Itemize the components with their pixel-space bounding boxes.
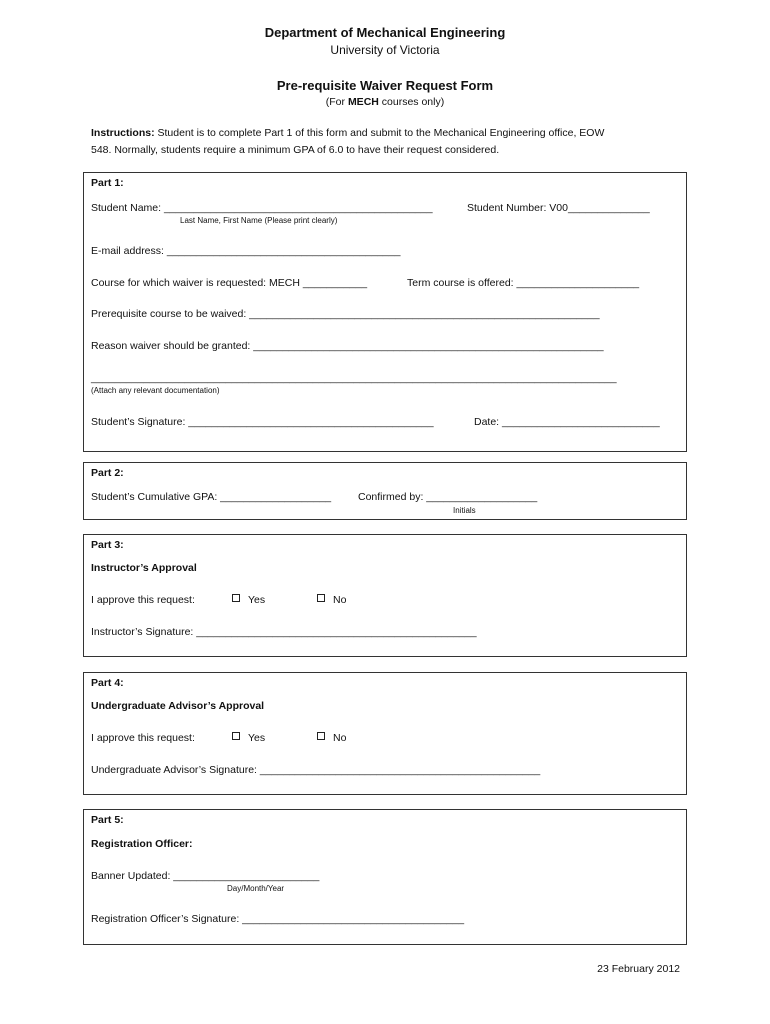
checkbox-icon[interactable]	[317, 594, 325, 602]
instructor-no-label: No	[333, 594, 347, 606]
course-field[interactable]: Course for which waiver is requested: MECH ___________	[91, 277, 368, 289]
initials-hint: Initials	[453, 506, 476, 515]
instructor-yes-option[interactable]	[232, 594, 265, 606]
name-hint: Last Name, First Name (Please print clearly)	[180, 216, 338, 225]
day-month-year-hint: Day/Month/Year	[227, 884, 285, 893]
part2-title: Part 2:	[91, 467, 124, 479]
department-heading: Department of Mechanical Engineering	[264, 25, 506, 40]
form-subtitle	[0, 96, 770, 108]
subtitle-post: courses only)	[378, 96, 445, 108]
part4-subtitle: Undergraduate Advisor’s Approval	[91, 700, 265, 712]
gpa-field[interactable]: Student’s Cumulative GPA: ___________________	[91, 491, 332, 503]
instructor-approve-label: I approve this request:	[91, 594, 195, 606]
form-title: Pre-requisite Waiver Request Form	[276, 78, 494, 93]
university-name: University of Victoria	[330, 43, 440, 57]
date-field[interactable]: Date: ___________________________	[474, 416, 660, 428]
part5-title: Part 5:	[91, 814, 124, 826]
instructor-signature-field[interactable]: Instructor’s Signature: ________________________________________________	[91, 626, 477, 638]
advisor-yes-label: Yes	[248, 732, 266, 744]
advisor-no-option[interactable]	[317, 732, 346, 744]
instructor-no-option[interactable]	[317, 594, 346, 606]
student-signature-field[interactable]: Student’s Signature: __________________________________________	[91, 416, 434, 428]
student-number-field[interactable]: Student Number: V00______________	[467, 202, 650, 214]
footer-date: 23 February 2012	[597, 963, 680, 975]
part5-subtitle: Registration Officer:	[91, 838, 193, 850]
advisor-signature-field[interactable]: Undergraduate Advisor’s Signature: ________________________________________________	[91, 764, 541, 776]
attach-hint: (Attach any relevant documentation)	[91, 386, 220, 395]
email-field[interactable]: E-mail address: ________________________________________	[91, 245, 401, 257]
advisor-no-label: No	[333, 732, 347, 744]
reason-field-line2[interactable]: __________________________________________________________________________________________	[91, 372, 617, 384]
checkbox-icon[interactable]	[232, 594, 240, 602]
checkbox-icon[interactable]	[232, 732, 240, 740]
part4-title: Part 4:	[91, 677, 124, 689]
part3-title: Part 3:	[91, 539, 124, 551]
prereq-field[interactable]: Prerequisite course to be waived: ____________________________________________________________	[91, 308, 600, 320]
subtitle-pre: (For	[325, 96, 348, 108]
instructions-line1: Student is to complete Part 1 of this form and submit to the Mechanical Engineering office, EOW	[157, 127, 605, 139]
part1-title: Part 1:	[91, 177, 124, 189]
student-name-field[interactable]: Student Name: ______________________________________________	[91, 202, 433, 214]
subtitle-bold: MECH	[347, 96, 379, 108]
advisor-yes-option[interactable]	[232, 732, 265, 744]
banner-updated-field[interactable]: Banner Updated: _________________________	[91, 870, 320, 882]
term-field[interactable]: Term course is offered: _____________________	[407, 277, 640, 289]
instructor-yes-label: Yes	[248, 594, 266, 606]
part3-subtitle: Instructor’s Approval	[91, 562, 197, 574]
reason-field[interactable]: Reason waiver should be granted: ____________________________________________________________	[91, 340, 604, 352]
registration-signature-field[interactable]: Registration Officer’s Signature: ______________________________________	[91, 913, 465, 925]
instructions-line2: 548. Normally, students require a minimum GPA of 6.0 to have their request considered.	[91, 144, 500, 156]
instructions-label: Instructions:	[91, 127, 155, 139]
instructions	[91, 127, 604, 139]
advisor-approve-label: I approve this request:	[91, 732, 195, 744]
checkbox-icon[interactable]	[317, 732, 325, 740]
confirmed-by-field[interactable]: Confirmed by: ___________________	[358, 491, 538, 503]
